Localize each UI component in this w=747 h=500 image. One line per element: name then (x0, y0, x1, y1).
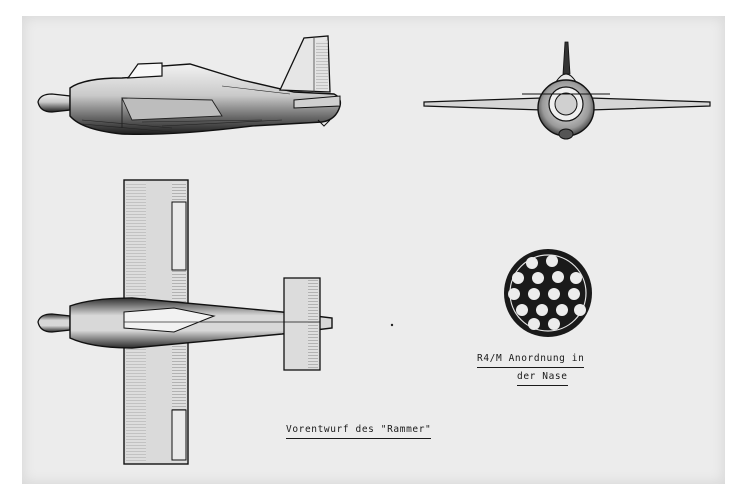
nose-rocket-arrangement (504, 249, 592, 337)
drawing-sheet (22, 16, 725, 484)
side-view (38, 36, 340, 134)
drawing-title-caption: Vorentwurf des "Rammer" (286, 424, 431, 439)
nose-caption-line-1: R4/M Anordnung in (477, 353, 584, 368)
aircraft-drawings (22, 16, 725, 484)
nose-caption-line-2: der Nase (517, 371, 568, 386)
top-view (38, 180, 332, 464)
front-view (424, 42, 710, 139)
